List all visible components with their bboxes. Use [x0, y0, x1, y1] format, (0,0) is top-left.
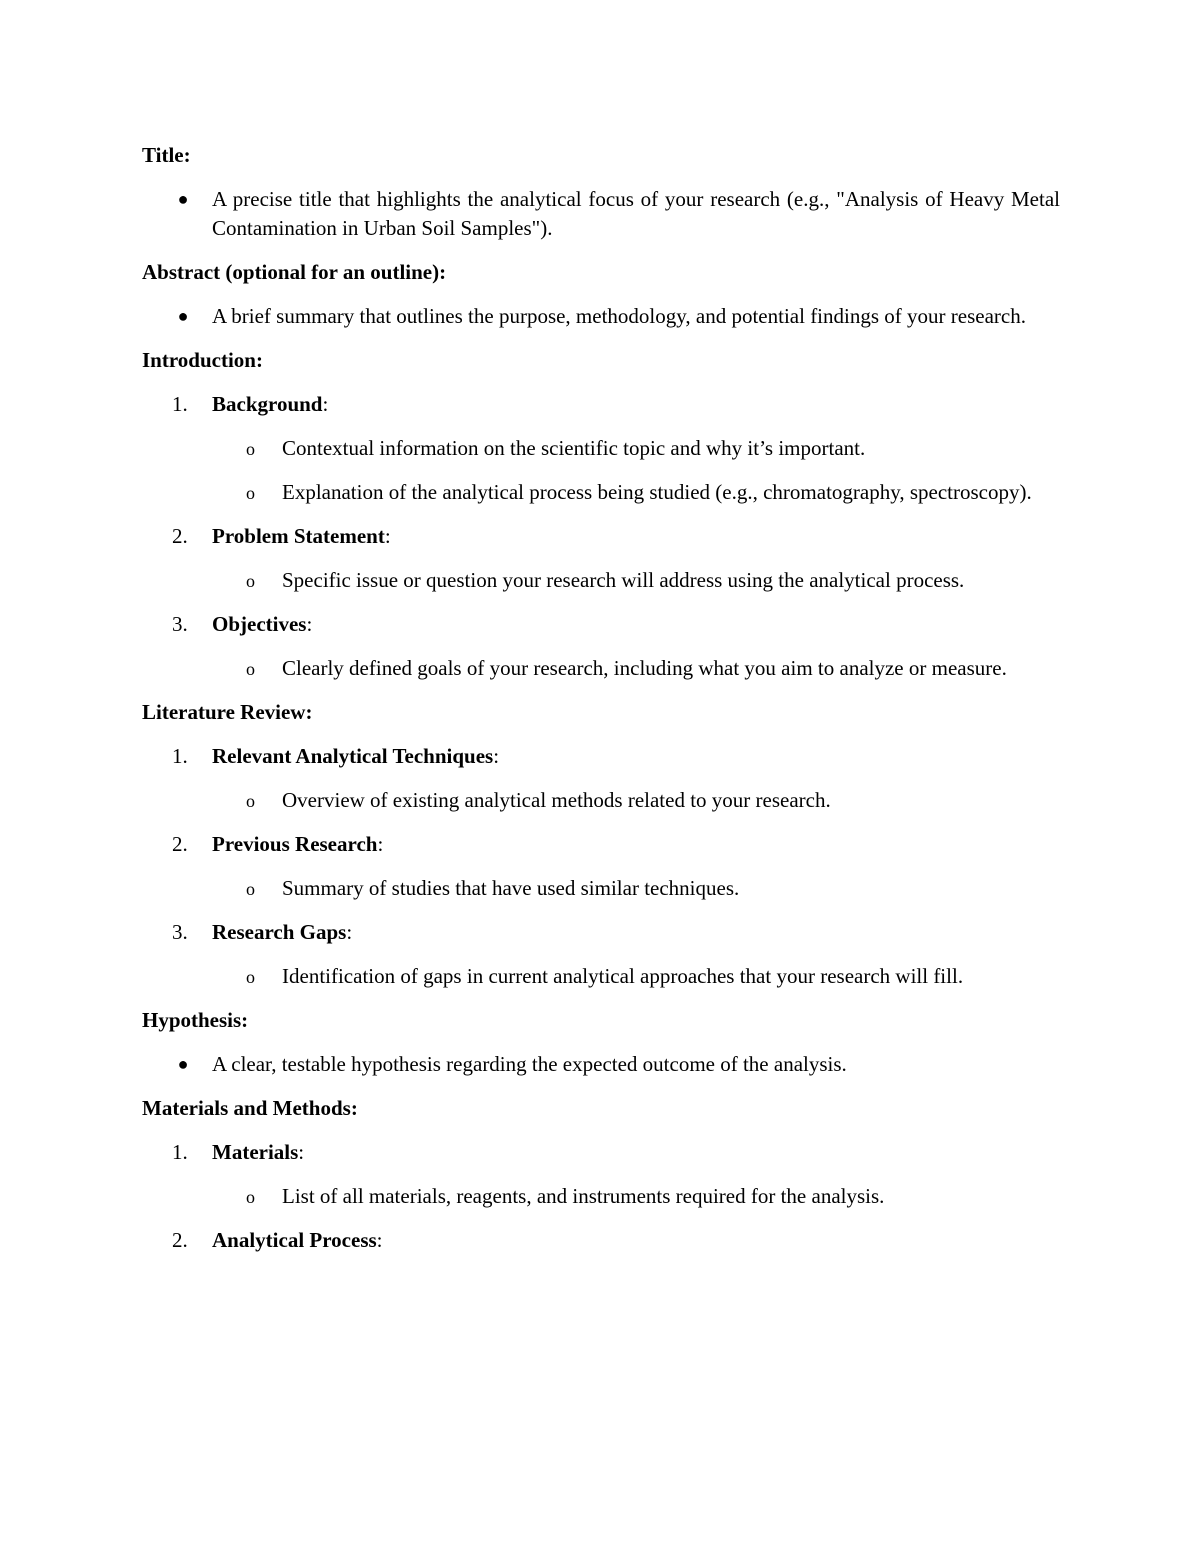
numbered-item: 1. Materials:	[172, 1140, 305, 1164]
list-item: ● A brief summary that outlines the purpose, methodology, and potential findings of your research.	[142, 302, 1060, 331]
sub-list-item: o Overview of existing analytical methods related to your research.	[142, 786, 1060, 815]
sub-list-item: o Summary of studies that have used similar techniques.	[142, 874, 1060, 903]
item-title: Objectives	[212, 612, 307, 636]
document-page	[142, 141, 1060, 1270]
circle-bullet-icon: o	[246, 483, 255, 503]
numbered-item: 3. Objectives:	[172, 612, 313, 636]
circle-bullet-icon: o	[246, 571, 255, 591]
numbered-item: 1. Background:	[172, 392, 329, 416]
sub-list-item: o Explanation of the analytical process being studied (e.g., chromatography, spectroscopy).	[142, 478, 1060, 507]
circle-bullet-icon: o	[246, 659, 255, 679]
item-title: Previous Research	[212, 832, 378, 856]
numbered-item: 2. Analytical Process:	[172, 1228, 383, 1252]
section-heading-introduction: Introduction:	[142, 348, 263, 372]
item-title: Relevant Analytical Techniques	[212, 744, 494, 768]
item-title: Materials	[212, 1140, 299, 1164]
item-title: Background	[212, 392, 323, 416]
sub-list-item: o Identification of gaps in current analytical approaches that your research will fill.	[142, 962, 1060, 991]
bullet-icon: ●	[177, 1054, 189, 1074]
circle-bullet-icon: o	[246, 1187, 255, 1207]
section-heading-title: Title:	[142, 143, 191, 167]
sub-list-item: o Contextual information on the scientific topic and why it’s important.	[142, 434, 1060, 463]
circle-bullet-icon: o	[246, 791, 255, 811]
section-heading-materials-methods: Materials and Methods:	[142, 1096, 358, 1120]
numbered-item: 2. Problem Statement:	[172, 524, 391, 548]
section-heading-hypothesis: Hypothesis:	[142, 1008, 249, 1032]
list-item: ● A clear, testable hypothesis regarding the expected outcome of the analysis.	[142, 1050, 1060, 1079]
numbered-item: 1. Relevant Analytical Techniques:	[172, 744, 500, 768]
item-title: Problem Statement	[212, 524, 385, 548]
bullet-icon: ●	[177, 306, 189, 326]
sub-list-item: o List of all materials, reagents, and instruments required for the analysis.	[142, 1182, 1060, 1211]
circle-bullet-icon: o	[246, 879, 255, 899]
circle-bullet-icon: o	[246, 967, 255, 987]
section-heading-literature-review: Literature Review:	[142, 700, 313, 724]
section-heading-abstract: Abstract (optional for an outline):	[142, 260, 447, 284]
bullet-icon: ●	[177, 189, 189, 209]
sub-list-item: o Specific issue or question your research will address using the analytical process.	[142, 566, 1060, 595]
list-item: ● A precise title that highlights the analytical focus of your research (e.g., "Analysis of Heavy Metal Contamination in Urban Soil Samples").	[142, 185, 1060, 243]
item-title: Analytical Process	[212, 1228, 377, 1252]
numbered-item: 2. Previous Research:	[172, 832, 384, 856]
numbered-item: 3. Research Gaps:	[172, 920, 353, 944]
item-title: Research Gaps	[212, 920, 347, 944]
sub-list-item: o Clearly defined goals of your research, including what you aim to analyze or measure.	[142, 654, 1060, 683]
circle-bullet-icon: o	[246, 439, 255, 459]
